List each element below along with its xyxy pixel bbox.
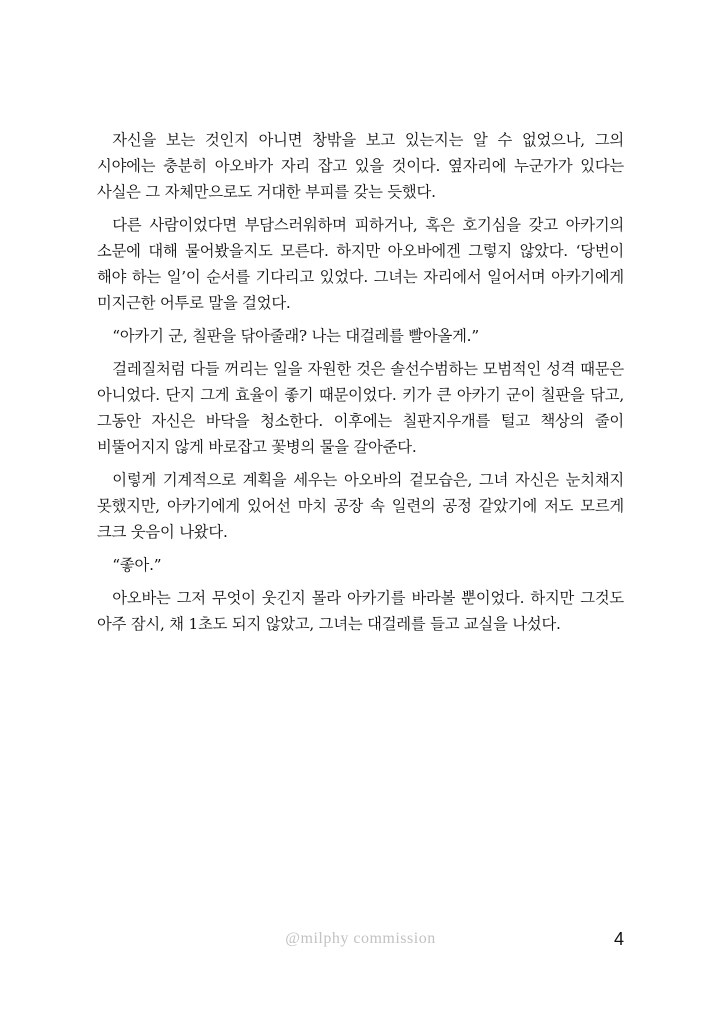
page-number: 4 xyxy=(613,929,624,949)
paragraph-5: 아오바는 그저 무엇이 웃긴지 몰라 아카기를 바라볼 뿐이었다. 하지만 그것도 아주 잠시, 채 1초도 되지 않았고, 그녀는 대걸레를 들고 교실을 나섰다. xyxy=(97,589,624,633)
paragraph-4: 이렇게 기계적으로 계획을 세우는 아오바의 겉모습은, 그녀 자신은 눈치채지 못했지만, 아카기에게 있어선 마치 공장 속 일련의 공정 같았기에 저도 모르게 크크 웃음이 나왔다. xyxy=(97,471,624,541)
paragraph-3: 걸레질처럼 다들 꺼리는 일을 자원한 것은 솔선수범하는 모범적인 성격 때문은 아니었다. 단지 그게 효율이 좋기 때문이었다. 키가 큰 아카기 군이 칠판을 닦고, 그동안 자신은 바닥을 청소한다. 이후에는 칠판지우개를 털고 책상의 줄이 비뚤어지지 않게 바로잡고 꽃병의 물을 갈아준다. xyxy=(97,360,624,456)
paragraph-1: 자신을 보는 것인지 아니면 창밖을 보고 있는지는 알 수 없었으나, 그의 시야에는 충분히 아오바가 자리 잡고 있을 것이다. 옆자리에 누군가가 있다는 사실은 그 자체만으로도 거대한 부피를 갖는 듯했다. xyxy=(97,131,624,201)
paragraph-2: 다른 사람이었다면 부담스러워하며 피하거나, 혹은 호기심을 갖고 아카기의 소문에 대해 물어봤을지도 모른다. 하지만 아오바에겐 그렇지 않았다. ‘당번이 해야 하는 일’이 순서를 기다리고 있었다. 그녀는 자리에서 일어서며 아카기에게 미지근한 어투로 말을 걸었다. xyxy=(97,216,624,312)
dialogue-line-1: “아카기 군, 칠판을 닦아줄래? 나는 대걸레를 빨아올게.” xyxy=(112,327,479,345)
dialogue-line-2: “좋아.” xyxy=(112,556,162,574)
body-text xyxy=(97,127,624,644)
commission-credit: @milphy commission xyxy=(285,930,436,947)
